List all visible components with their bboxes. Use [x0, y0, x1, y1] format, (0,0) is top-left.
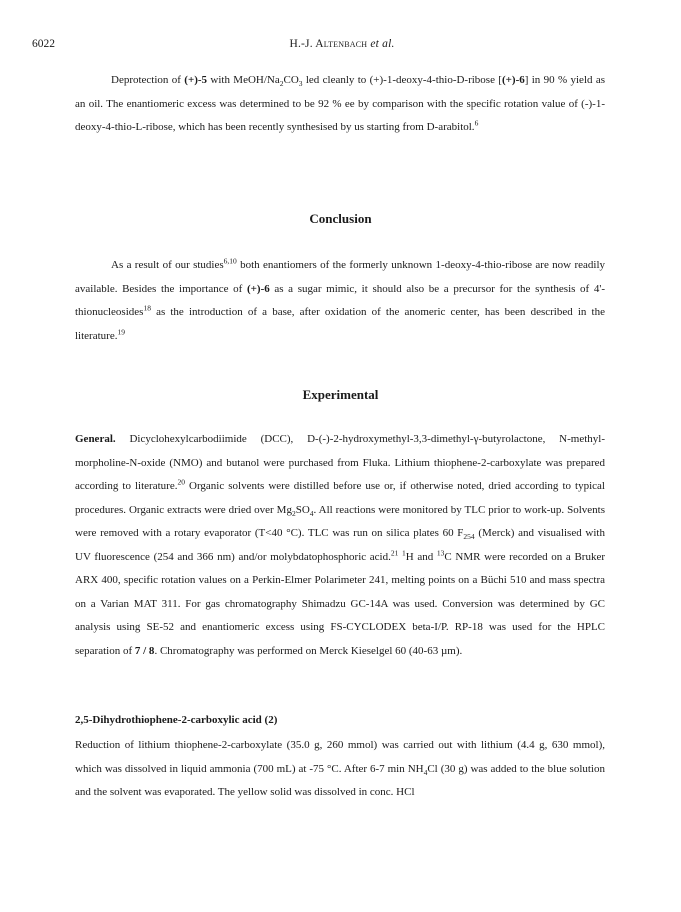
citation: 19: [117, 326, 125, 336]
experimental-general-paragraph: General. Dicyclohexylcarbodiimide (DCC), D-(-)-2-hydroxymethyl-3,3-dimethyl-γ-butyrolactone, N-methyl-morpholine-N-oxide (NMO) and butanol were purchased from Fluka. Lithium thiophene-2-carboxylate was prepared according to literature.$^{20}$ Organic solvents were distilled before use or, if otherwise noted, dried according to typical procedures. Organic extracts were dried over $Mg_2SO_4$. All reactions were monitored by TLC prior to work-up. Solvents were removed with a rotary evaporator (T<40 °C). TLC was run on silica plates 60 $F_{254}$ (Merck) and visualised with UV fluorescence (254 and 366 nm) and/or molybdatophosphoric acid.$^{21}$ $^1$H and $^{13}$C NMR were recorded on a Bruker ARX 400, specific rotation values on a Perkin-Elmer Polarimeter 241, melting points on a Büchi 510 and mass spectra on a Varian MAT 311. For gas chromatography Shimadzu GC-14A was used. Conversion was determined by GC analysis using SE-52 and enantiomeric excess using FS-CYCLODEX beta-I/P. RP-18 was used for the HPLC separation of 7 / 8. Chromatography was performed on Merck Kieselgel 60 (40-63 µm).: [75, 433, 606, 657]
running-head: [72, 38, 612, 50]
running-head-et-al: et al.: [370, 38, 395, 50]
compound-ref: 7 / 8: [134, 644, 155, 657]
citation: 20: [177, 477, 185, 487]
compound-ref: (+)-5: [184, 74, 208, 86]
paragraph-label: General.: [75, 433, 116, 445]
citation: 6,10: [223, 256, 237, 266]
experimental-heading: Experimental: [302, 387, 379, 402]
conclusion-heading: Conclusion: [309, 211, 372, 226]
page-header: [32, 38, 612, 56]
compound-ref: (+)-6: [501, 74, 525, 86]
compound-2-paragraph: Reduction of lithium thiophene-2-carboxylate (35.0 g, 260 mmol) was carried out with lithium (4.4 g, 630 mmol), which was dissolved in liquid ammonia (700 mL) at -75 °C. After 6-7 $\min NH_4Cl$ (30 g) was added to the blue solution and the solvent was evaporated. The yellow solid was dissolved in conc. HCl: [75, 739, 605, 798]
conclusion-paragraph: As a result of our studies$^{6,10}$ both enantiomers of the formerly unknown 1-deoxy-4-thio-ribose are now readily available. Besides the importance of (+)-6 as a sugar mimic, it should also be a precursor for the synthesis of 4'-thionucleosides$^{18}$ as the introduction of a base, after oxidation of the anomeric center, has been described in the literature.$^{19}$: [75, 256, 605, 342]
compound-ref: (+)-6: [246, 282, 270, 295]
citation: 18: [143, 303, 151, 313]
citation: 6: [474, 118, 479, 128]
running-head-author: H.-J. Altenbach: [289, 38, 368, 50]
citation: 21: [390, 547, 399, 557]
intro-paragraph: Deprotection of (+)-5 with MeOH/$Na_2CO_3$ led cleanly to (+)-1-deoxy-4-thio-D-ribose [(+)-6] in 90 % yield as an oil. The enantiomeric excess was determined to be 92 % ee by comparison with the specific rotation value of (-)-1-deoxy-4-thio-L-ribose, which has been recently synthesised by us starting from D-arabitol.$^6$: [75, 74, 606, 133]
compound-2-heading: 2,5-Dihydrothiophene-2-carboxylic acid (2): [75, 714, 278, 726]
page-number: 6022: [32, 38, 55, 50]
